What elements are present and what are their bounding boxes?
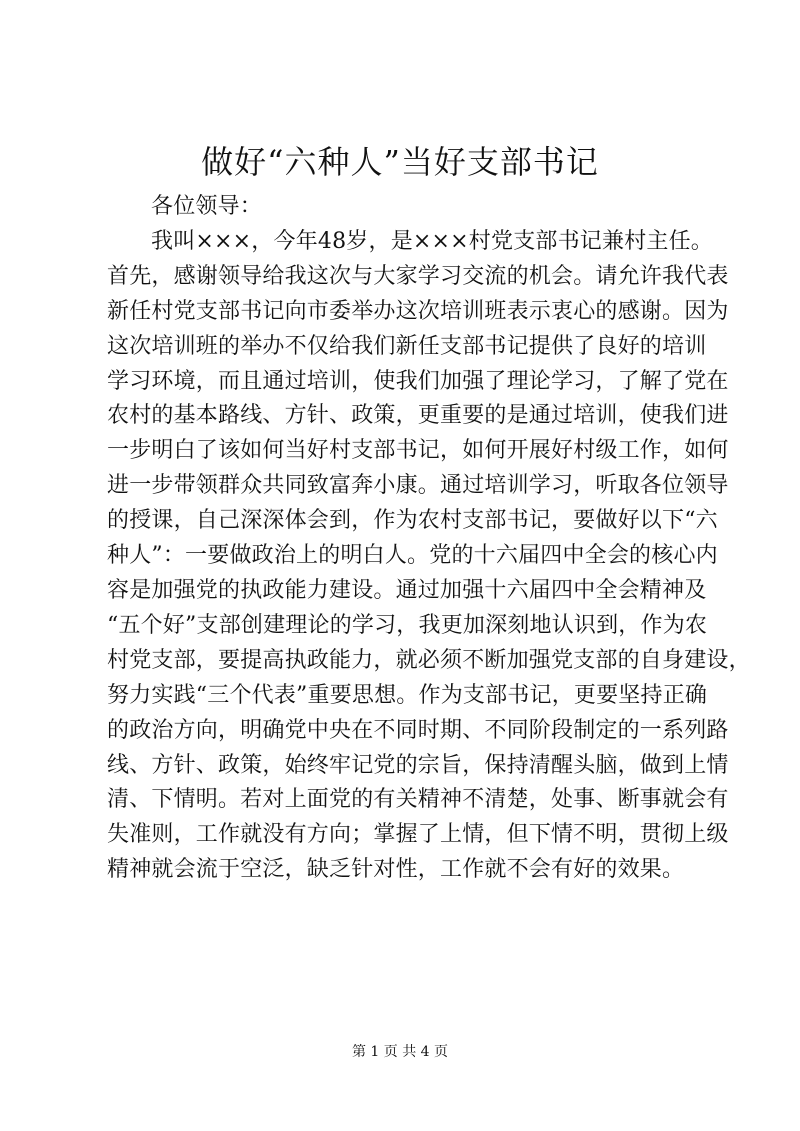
- document-body: [107, 190, 751, 888]
- paragraph-line: 农村的基本路线、方针、政策，更重要的是通过培训，使我们进: [107, 403, 729, 429]
- paragraph-line: 清、下情明。若对上面党的有关精神不清楚，处事、断事就会有: [107, 787, 729, 813]
- paragraph-line: 失准则，工作就没有方向；掌握了上情，但下情不明，贯彻上级: [107, 822, 729, 848]
- paragraph-line: 村党支部，要提高执政能力，就必须不断加强党支部的自身建设，: [107, 647, 751, 673]
- paragraph-line: 进一步带领群众共同致富奔小康。通过培训学习，听取各位领导: [107, 473, 729, 499]
- paragraph-line: 一步明白了该如何当好村支部书记，如何开展好村级工作，如何: [107, 438, 729, 464]
- paragraph-line: 精神就会流于空泛，缺乏针对性，工作就不会有好的效果。: [107, 857, 685, 883]
- document-title: 做好“六种人”当好支部书记: [201, 143, 599, 181]
- paragraph-line: “五个好”支部创建理论的学习，我更加深刻地认识到，作为农: [107, 612, 708, 638]
- paragraph-line: 线、方针、政策，始终牢记党的宗旨，保持清醒头脑，做到上情: [107, 752, 729, 778]
- paragraph-line: 努力实践“三个代表”重要思想。作为支部书记，更要坚持正确: [107, 682, 708, 708]
- paragraph-line: 首先，感谢领导给我这次与大家学习交流的机会。请允许我代表: [107, 263, 729, 289]
- paragraph-line: 新任村党支部书记向市委举办这次培训班表示衷心的感谢。因为: [107, 298, 729, 324]
- paragraph-line: 这次培训班的举办不仅给我们新任支部书记提供了良好的培训: [107, 333, 707, 359]
- paragraph-line: 的政治方向，明确党中央在不同时期、不同阶段制定的一系列路: [107, 717, 729, 743]
- page-footer: 第 1 页 共 4 页: [351, 1044, 449, 1060]
- paragraph: [107, 225, 751, 888]
- paragraph-line: 容是加强党的执政能力建设。通过加强十六届四中全会精神及: [107, 577, 707, 603]
- paragraph-line: 我叫×××，今年48岁，是×××村党支部书记兼村主任。: [151, 228, 713, 254]
- paragraph-line: 种人”：一要做政治上的明白人。党的十六届四中全会的核心内: [107, 543, 718, 569]
- paragraph-line: 学习环境，而且通过培训，使我们加强了理论学习，了解了党在: [107, 368, 729, 394]
- paragraph-line: 的授课，自己深深体会到，作为农村支部书记，要做好以下“六: [107, 508, 718, 534]
- greeting: 各位领导：: [151, 194, 263, 219]
